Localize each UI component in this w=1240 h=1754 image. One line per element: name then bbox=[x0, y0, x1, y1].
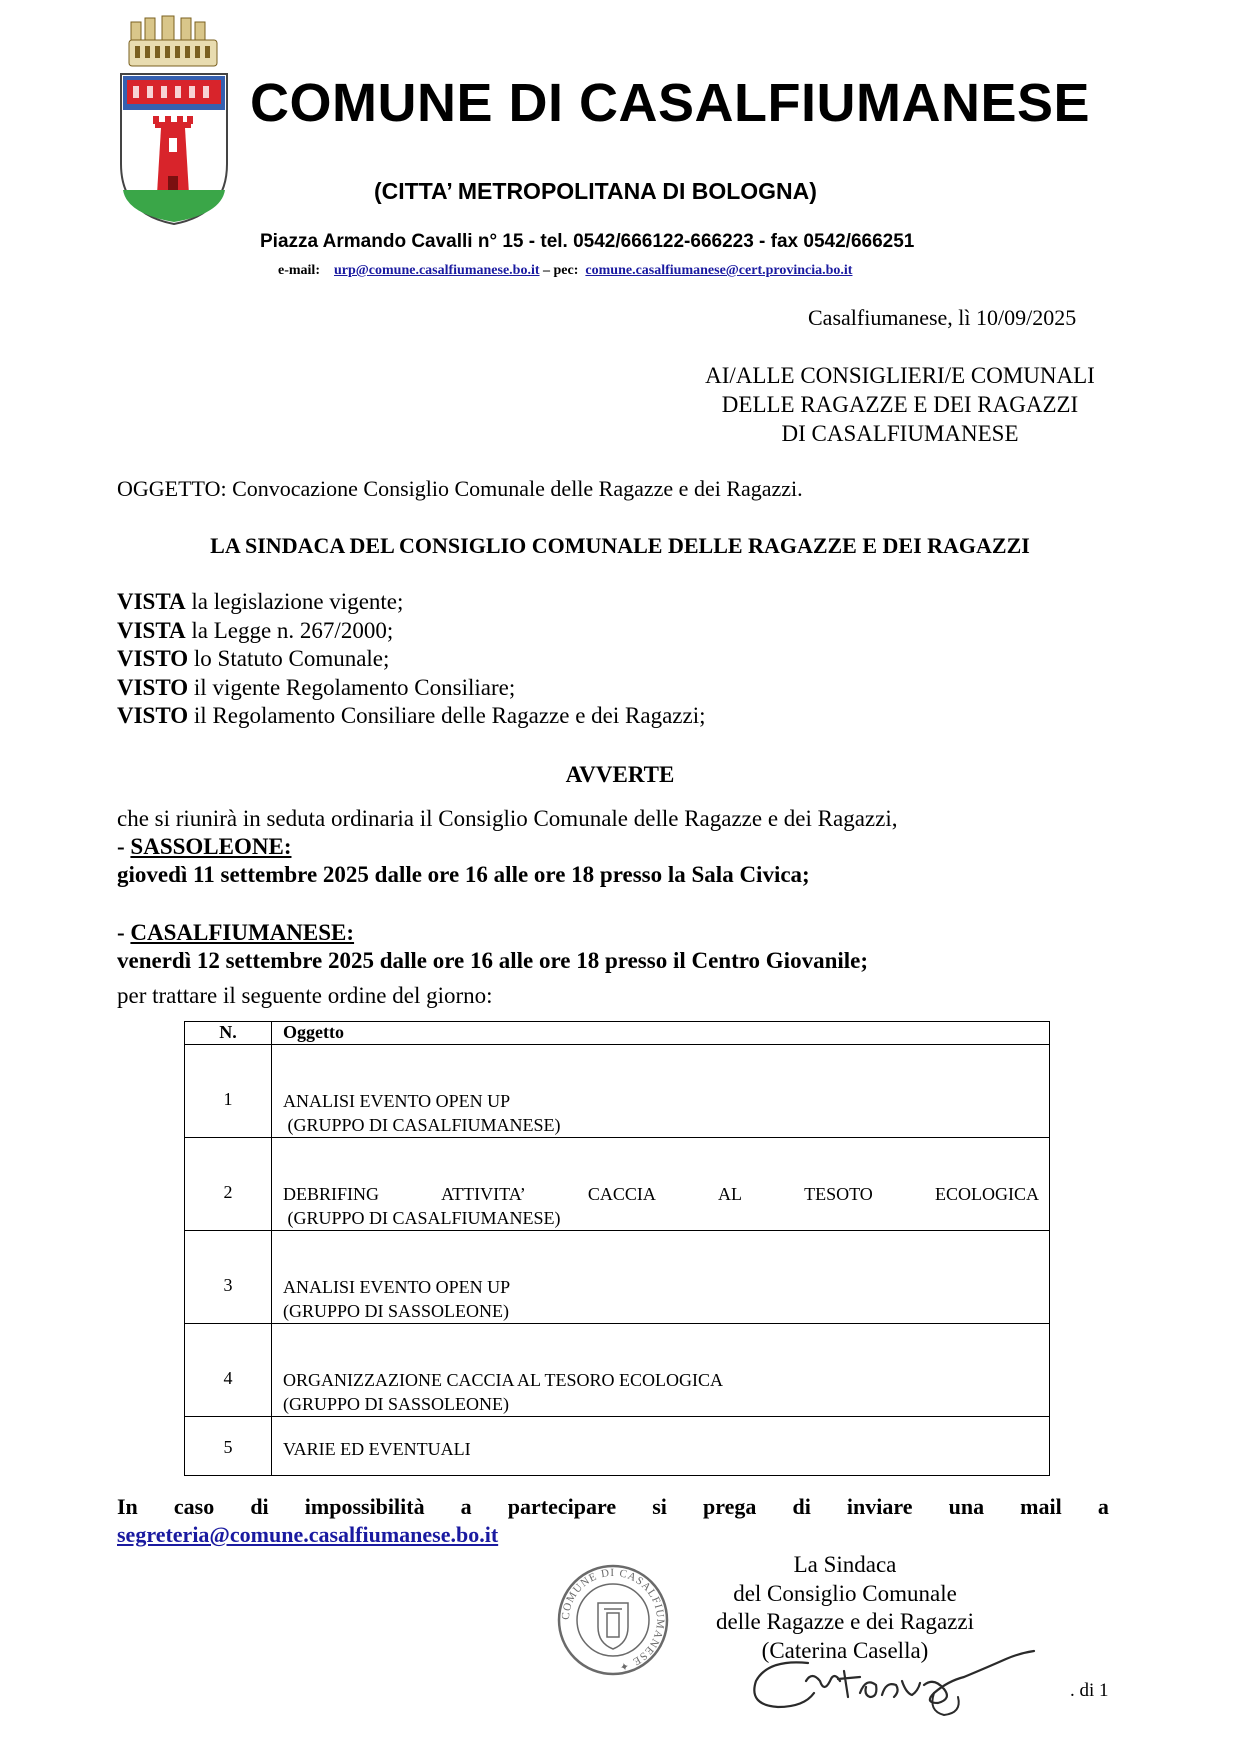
item-line: ANALISI EVENTO OPEN UP bbox=[283, 1277, 511, 1297]
section-heading: LA SINDACA DEL CONSIGLIO COMUNALE DELLE RAGAZZE E DEI RAGAZZI bbox=[210, 533, 1030, 558]
pec-link[interactable]: comune.casalfiumanese@cert.provincia.bo.it bbox=[585, 263, 853, 278]
item-number: 3 bbox=[185, 1231, 272, 1324]
notice-word: caso bbox=[173, 1494, 215, 1519]
signatory-role: del Consiglio Comunale bbox=[733, 1580, 957, 1606]
consideration-keyword: VISTO bbox=[117, 674, 189, 700]
agenda-header-row bbox=[185, 1022, 1050, 1045]
notice-word: di bbox=[250, 1494, 269, 1519]
item-line: (GRUPPO DI SASSOLEONE) bbox=[283, 1394, 510, 1414]
pec-label: – pec: bbox=[543, 263, 579, 278]
page-subtitle: (CITTA’ METROPOLITANA DI BOLOGNA) bbox=[374, 178, 817, 204]
consideration-text: la legislazione vigente; bbox=[185, 589, 404, 614]
item-line: VARIE ED EVENTUALI bbox=[283, 1439, 471, 1459]
column-header-number: N. bbox=[185, 1022, 272, 1045]
session-when: venerdì 12 settembre 2025 dalle ore 16 alle ore 18 presso il Centro Giovanile; bbox=[117, 948, 869, 973]
recipient-line: AI/ALLE CONSIGLIERI/E COMUNALI bbox=[705, 363, 1095, 388]
consideration-text: lo Statuto Comunale; bbox=[188, 646, 390, 671]
consideration-item bbox=[117, 588, 705, 617]
item-line: (GRUPPO DI CASALFIUMANESE) bbox=[283, 1115, 561, 1135]
item-line: (GRUPPO DI SASSOLEONE) bbox=[283, 1301, 510, 1321]
consideration-item bbox=[117, 674, 705, 703]
table-row bbox=[185, 1324, 1050, 1417]
handwritten-signature-icon bbox=[748, 1641, 1038, 1721]
notice-word: di bbox=[792, 1494, 811, 1519]
item-number: 5 bbox=[185, 1417, 272, 1476]
notice-word: partecipare bbox=[507, 1494, 617, 1519]
item-word: ATTIVITA’ bbox=[441, 1184, 526, 1204]
item-subject bbox=[272, 1324, 1050, 1417]
recipient-line: DELLE RAGAZZE E DEI RAGAZZI bbox=[721, 392, 1079, 417]
consideration-item bbox=[117, 645, 705, 674]
municipal-stamp-icon bbox=[556, 1563, 670, 1677]
column-header-subject: Oggetto bbox=[272, 1022, 1050, 1045]
notice-word: impossibilità bbox=[304, 1494, 425, 1519]
table-row bbox=[185, 1045, 1050, 1138]
item-number: 2 bbox=[185, 1138, 272, 1231]
item-word: ECOLOGICA bbox=[934, 1184, 1039, 1204]
svg-text:COMUNE DI CASALFIUMANESE ✦: COMUNE DI CASALFIUMANESE ✦ bbox=[559, 1566, 667, 1673]
session-place bbox=[117, 834, 291, 860]
table-row bbox=[185, 1231, 1050, 1324]
notice-word: si bbox=[652, 1494, 667, 1519]
email-label: e-mail: bbox=[278, 263, 320, 278]
notice-word: prega bbox=[702, 1494, 757, 1519]
table-row bbox=[185, 1417, 1050, 1476]
item-subject bbox=[272, 1045, 1050, 1138]
consideration-text: il Regolamento Consiliare delle Ragazze e dei Ragazzi; bbox=[188, 703, 706, 728]
notice-word: a bbox=[460, 1494, 472, 1519]
recipients-block bbox=[650, 361, 1150, 448]
item-word: AL bbox=[718, 1184, 742, 1204]
recipient-line: DI CASALFIUMANESE bbox=[781, 421, 1019, 446]
item-line bbox=[283, 1182, 1039, 1206]
notice-line bbox=[117, 1493, 1109, 1521]
consideration-item bbox=[117, 702, 705, 731]
signatory-role: delle Ragazze e dei Ragazzi bbox=[716, 1609, 974, 1634]
item-line: (GRUPPO DI CASALFIUMANESE) bbox=[283, 1208, 561, 1228]
item-number: 4 bbox=[185, 1324, 272, 1417]
notice-word: mail bbox=[1020, 1494, 1062, 1519]
table-row bbox=[185, 1138, 1050, 1231]
subject-line: OGGETTO: Convocazione Consiglio Comunale delle Ragazze e dei Ragazzi. bbox=[117, 476, 803, 501]
secretariat-email-link[interactable]: segreteria@comune.casalfiumanese.bo.it bbox=[117, 1522, 499, 1547]
contact-line bbox=[278, 263, 852, 279]
page-title: COMUNE DI CASALFIUMANESE bbox=[250, 73, 1091, 133]
item-subject bbox=[272, 1231, 1050, 1324]
session-prefix: - bbox=[117, 920, 131, 945]
session-place bbox=[117, 920, 354, 946]
session-place-name: SASSOLEONE: bbox=[130, 834, 292, 859]
considerations-list bbox=[117, 588, 705, 731]
consideration-text: la Legge n. 267/2000; bbox=[185, 617, 394, 643]
consideration-keyword: VISTA bbox=[117, 589, 186, 614]
municipal-crest-icon bbox=[117, 14, 231, 228]
session-when: giovedì 11 settembre 2025 dalle ore 16 alle ore 18 presso la Sala Civica; bbox=[117, 862, 810, 887]
session-prefix: - bbox=[117, 834, 131, 859]
item-word: TESOTO bbox=[804, 1184, 873, 1204]
item-number: 1 bbox=[185, 1045, 272, 1138]
item-word: CACCIA bbox=[587, 1184, 656, 1204]
item-word: DEBRIFING bbox=[283, 1184, 380, 1204]
absence-notice bbox=[117, 1493, 1109, 1549]
email-link[interactable]: urp@comune.casalfiumanese.bo.it bbox=[333, 263, 540, 278]
item-subject bbox=[272, 1138, 1050, 1231]
signatory-role: La Sindaca bbox=[793, 1552, 897, 1577]
notice-word: inviare bbox=[846, 1494, 913, 1519]
session-place-name: CASALFIUMANESE: bbox=[130, 920, 355, 945]
item-line: ANALISI EVENTO OPEN UP bbox=[283, 1091, 511, 1111]
consideration-keyword: VISTA bbox=[117, 617, 186, 643]
item-subject bbox=[272, 1417, 1050, 1476]
consideration-keyword: VISTO bbox=[117, 646, 189, 671]
meeting-intro: che si riunirà in seduta ordinaria il Consiglio Comunale delle Ragazze e dei Ragazzi, bbox=[117, 806, 898, 831]
notice-word: una bbox=[948, 1494, 985, 1519]
consideration-text: il vigente Regolamento Consiliare; bbox=[188, 674, 516, 700]
agenda-intro: per trattare il seguente ordine del giorno: bbox=[117, 983, 493, 1008]
place-date: Casalfiumanese, lì 10/09/2025 bbox=[808, 305, 1077, 330]
consideration-item bbox=[117, 617, 705, 646]
consideration-keyword: VISTO bbox=[117, 703, 189, 728]
page-number: . di 1 bbox=[1070, 1680, 1109, 1701]
agenda-table bbox=[184, 1021, 1050, 1476]
item-line: ORGANIZZAZIONE CACCIA AL TESORO ECOLOGICA bbox=[283, 1370, 723, 1390]
avverte-heading: AVVERTE bbox=[565, 762, 675, 787]
notice-word: In bbox=[117, 1494, 138, 1519]
signatory-name: (Caterina Casella) bbox=[761, 1637, 929, 1663]
notice-word: a bbox=[1097, 1494, 1109, 1519]
municipality-address: Piazza Armando Cavalli n° 15 - tel. 0542/666122-666223 - fax 0542/666251 bbox=[260, 231, 915, 252]
